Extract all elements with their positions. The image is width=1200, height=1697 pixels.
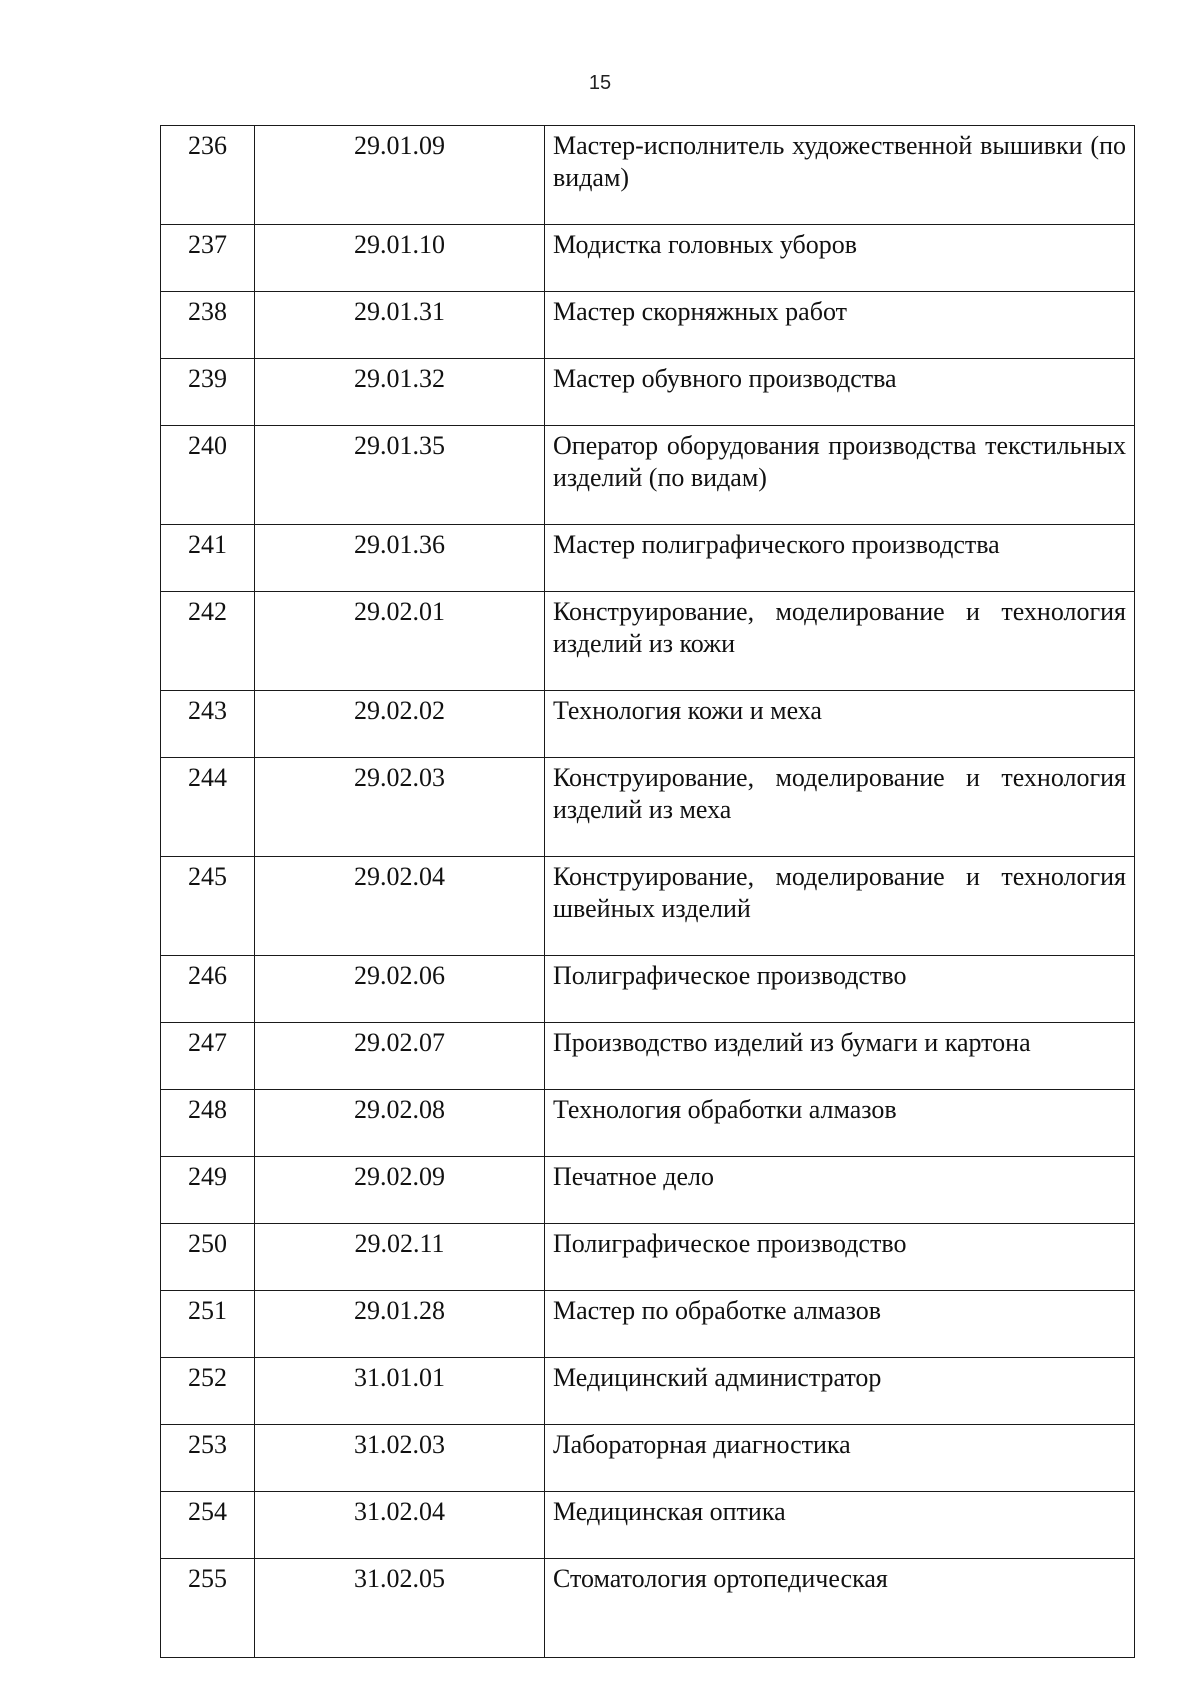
row-number: 250 bbox=[161, 1224, 255, 1291]
specialty-code: 29.02.11 bbox=[255, 1224, 545, 1291]
table-row bbox=[161, 525, 1135, 592]
specialty-name: Конструирование, моделирование и технология швейных изделий bbox=[545, 857, 1135, 956]
table-row bbox=[161, 1157, 1135, 1224]
table-row bbox=[161, 857, 1135, 956]
specialty-name: Модистка головных уборов bbox=[545, 225, 1135, 292]
table-row bbox=[161, 691, 1135, 758]
specialty-name: Полиграфическое производство bbox=[545, 1224, 1135, 1291]
specialty-code: 29.02.02 bbox=[255, 691, 545, 758]
row-number: 238 bbox=[161, 292, 255, 359]
specialty-code: 29.02.01 bbox=[255, 592, 545, 691]
specialty-code: 29.01.36 bbox=[255, 525, 545, 592]
specialty-name: Конструирование, моделирование и технология изделий из кожи bbox=[545, 592, 1135, 691]
row-number: 237 bbox=[161, 225, 255, 292]
row-number: 255 bbox=[161, 1559, 255, 1658]
specialty-code: 29.02.03 bbox=[255, 758, 545, 857]
specialty-name: Печатное дело bbox=[545, 1157, 1135, 1224]
row-number: 241 bbox=[161, 525, 255, 592]
specialty-code: 29.02.08 bbox=[255, 1090, 545, 1157]
specialty-name: Производство изделий из бумаги и картона bbox=[545, 1023, 1135, 1090]
specialty-code: 29.01.10 bbox=[255, 225, 545, 292]
table-row bbox=[161, 956, 1135, 1023]
specialty-name: Лабораторная диагностика bbox=[545, 1425, 1135, 1492]
specialty-code: 29.01.31 bbox=[255, 292, 545, 359]
table-row bbox=[161, 1425, 1135, 1492]
row-number: 246 bbox=[161, 956, 255, 1023]
table-row bbox=[161, 1492, 1135, 1559]
specialty-code: 29.02.09 bbox=[255, 1157, 545, 1224]
row-number: 236 bbox=[161, 126, 255, 225]
table-row bbox=[161, 1291, 1135, 1358]
specialty-code: 29.01.09 bbox=[255, 126, 545, 225]
row-number: 242 bbox=[161, 592, 255, 691]
specialty-name: Полиграфическое производство bbox=[545, 956, 1135, 1023]
specialty-code: 31.02.04 bbox=[255, 1492, 545, 1559]
specialty-name: Стоматология ортопедическая bbox=[545, 1559, 1135, 1658]
row-number: 248 bbox=[161, 1090, 255, 1157]
table-row bbox=[161, 1224, 1135, 1291]
specialty-code: 29.01.32 bbox=[255, 359, 545, 426]
row-number: 244 bbox=[161, 758, 255, 857]
table-row bbox=[161, 1358, 1135, 1425]
row-number: 243 bbox=[161, 691, 255, 758]
page-number: 15 bbox=[588, 72, 612, 94]
specialty-code: 29.02.07 bbox=[255, 1023, 545, 1090]
specialty-name: Мастер полиграфического производства bbox=[545, 525, 1135, 592]
specialty-name: Медицинская оптика bbox=[545, 1492, 1135, 1559]
specialty-name: Мастер-исполнитель художественной вышивки (по видам) bbox=[545, 126, 1135, 225]
specialty-name: Мастер обувного производства bbox=[545, 359, 1135, 426]
specialty-name: Оператор оборудования производства текстильных изделий (по видам) bbox=[545, 426, 1135, 525]
table-row bbox=[161, 292, 1135, 359]
specialty-code: 29.01.35 bbox=[255, 426, 545, 525]
specialty-name: Мастер скорняжных работ bbox=[545, 292, 1135, 359]
row-number: 247 bbox=[161, 1023, 255, 1090]
specialty-code: 29.02.06 bbox=[255, 956, 545, 1023]
specialty-name: Медицинский администратор bbox=[545, 1358, 1135, 1425]
specialty-name: Мастер по обработке алмазов bbox=[545, 1291, 1135, 1358]
row-number: 245 bbox=[161, 857, 255, 956]
table-row bbox=[161, 359, 1135, 426]
table-row bbox=[161, 126, 1135, 225]
table-row bbox=[161, 758, 1135, 857]
specialties-table bbox=[160, 125, 1135, 1658]
row-number: 253 bbox=[161, 1425, 255, 1492]
row-number: 249 bbox=[161, 1157, 255, 1224]
specialty-code: 29.01.28 bbox=[255, 1291, 545, 1358]
specialty-name: Конструирование, моделирование и технология изделий из меха bbox=[545, 758, 1135, 857]
specialty-code: 29.02.04 bbox=[255, 857, 545, 956]
table-row bbox=[161, 1559, 1135, 1658]
table-row bbox=[161, 1090, 1135, 1157]
row-number: 251 bbox=[161, 1291, 255, 1358]
table-row bbox=[161, 592, 1135, 691]
table-row bbox=[161, 1023, 1135, 1090]
row-number: 254 bbox=[161, 1492, 255, 1559]
table-row bbox=[161, 225, 1135, 292]
specialty-code: 31.02.05 bbox=[255, 1559, 545, 1658]
specialty-name: Технология кожи и меха bbox=[545, 691, 1135, 758]
specialty-code: 31.02.03 bbox=[255, 1425, 545, 1492]
specialty-name: Технология обработки алмазов bbox=[545, 1090, 1135, 1157]
specialty-code: 31.01.01 bbox=[255, 1358, 545, 1425]
row-number: 239 bbox=[161, 359, 255, 426]
table-row bbox=[161, 426, 1135, 525]
row-number: 240 bbox=[161, 426, 255, 525]
row-number: 252 bbox=[161, 1358, 255, 1425]
